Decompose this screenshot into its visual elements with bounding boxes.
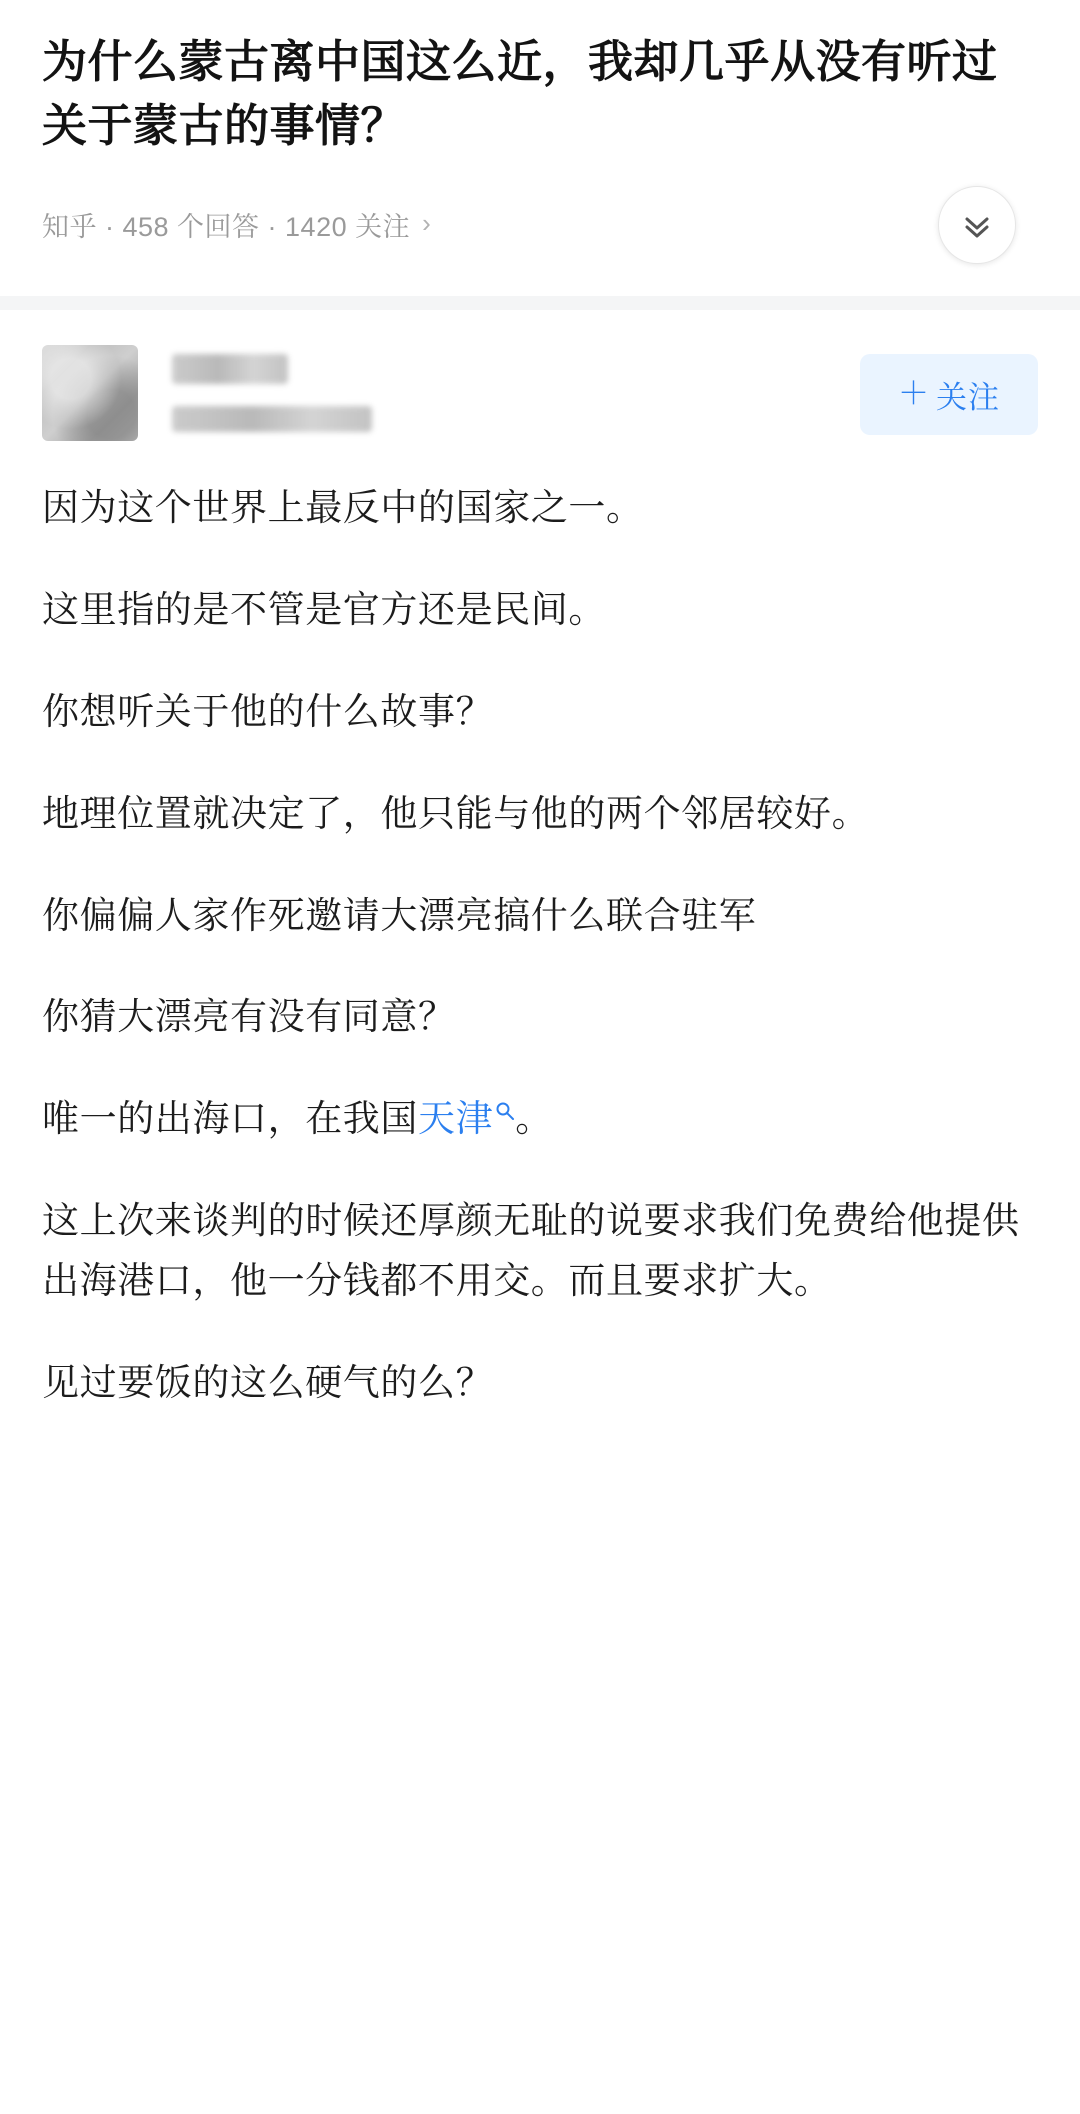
answer-content	[0, 442, 1080, 1453]
avatar[interactable]	[42, 345, 138, 441]
question-meta[interactable]	[42, 205, 431, 244]
follow-button[interactable]	[860, 354, 1038, 435]
chevron-double-down-icon	[957, 205, 997, 245]
question-meta-text: 知乎 · 458 个回答 · 1420 关注	[42, 212, 411, 243]
author-bio-blurred	[172, 406, 372, 432]
page-title: 为什么蒙古离中国这么近，我却几乎从没有听过关于蒙古的事情？	[42, 36, 998, 151]
author-name-blurred	[172, 354, 288, 384]
paragraph-text-after-link: 。	[515, 1098, 553, 1140]
follow-button-label: 关注	[936, 379, 1000, 415]
answer-paragraph: 你想听关于他的什么故事？	[42, 690, 494, 732]
expand-question-button[interactable]	[938, 186, 1016, 264]
answer-paragraph: 因为这个世界上最反中的国家之一。	[42, 486, 644, 528]
entity-link-tianjin[interactable]	[418, 1098, 515, 1139]
answer-author-row	[0, 310, 1080, 442]
answer-paragraph: 见过要饭的这么硬气的么？	[42, 1362, 494, 1404]
answer-paragraph: 这里指的是不管是官方还是民间。	[42, 588, 606, 630]
answer-paragraph-with-link	[42, 1089, 1038, 1149]
paragraph-text-before-link: 唯一的出海口，在我国	[42, 1098, 418, 1140]
entity-link-label: 天津	[418, 1098, 494, 1140]
answer-paragraph: 地理位置就决定了，他只能与他的两个邻居较好。	[42, 792, 870, 834]
search-icon	[495, 1101, 515, 1121]
plus-icon: ＋	[898, 375, 930, 411]
chevron-right-icon: ›	[422, 208, 432, 239]
question-header	[0, 0, 1080, 264]
answer-paragraph: 这上次来谈判的时候还厚颜无耻的说要求我们免费给他提供出海港口，他一分钱都不用交。而且要求扩大。	[42, 1200, 1020, 1302]
answer-paragraph: 你猜大漂亮有没有同意？	[42, 996, 456, 1038]
answer-paragraph: 你偏偏人家作死邀请大漂亮搞什么联合驻军	[42, 894, 757, 936]
section-divider	[0, 296, 1080, 310]
question-meta-row	[42, 186, 1038, 264]
